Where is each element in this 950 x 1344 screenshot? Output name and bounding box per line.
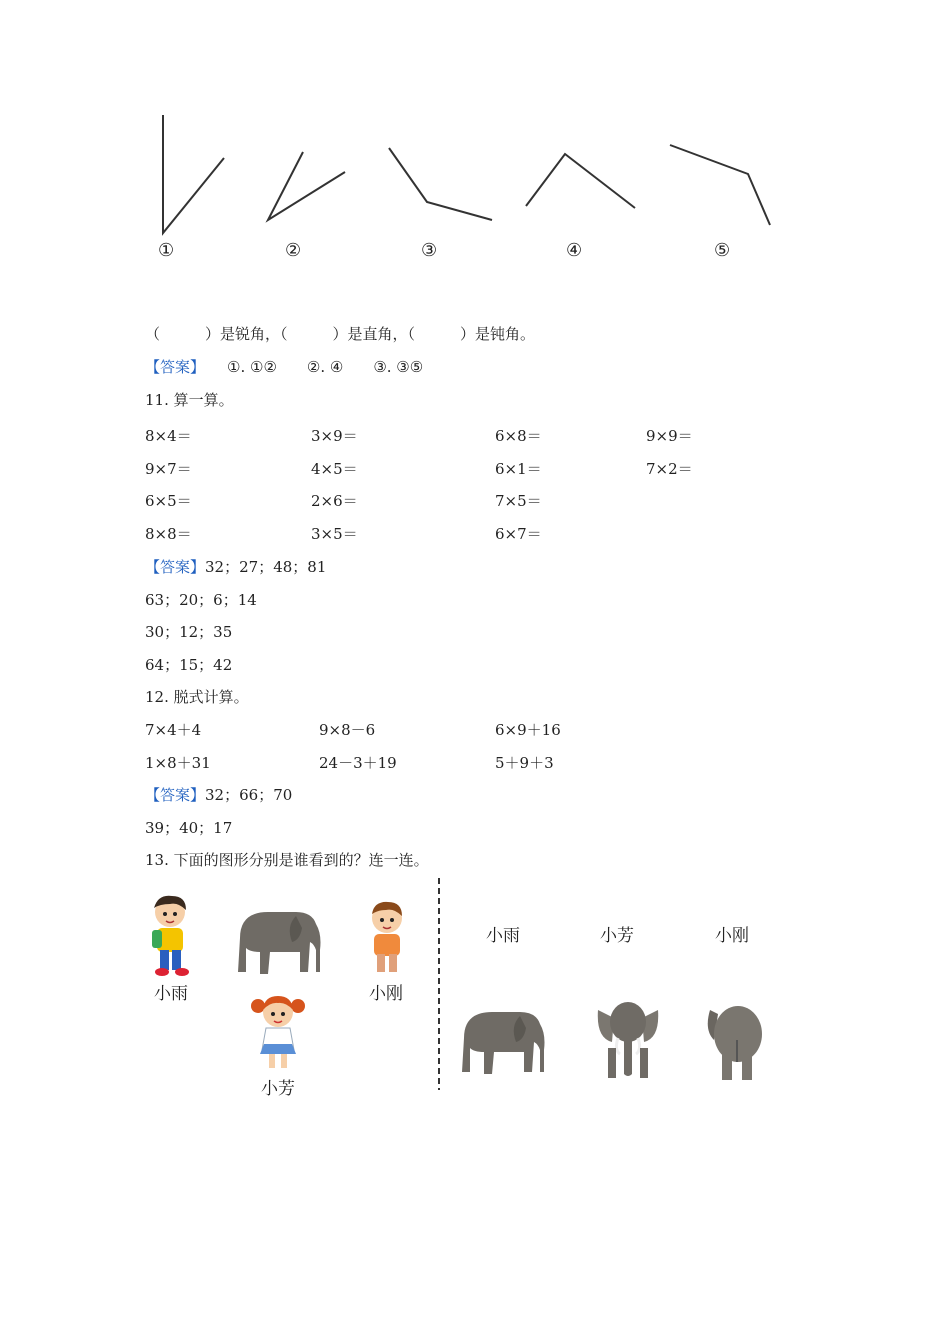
name-xiaoyu-left: 小雨 bbox=[154, 984, 188, 1004]
boy-xiaoyu-illustration bbox=[140, 892, 202, 978]
answer-tag: 【答案】 bbox=[145, 558, 206, 576]
q11-answer-line: 64；15；42 bbox=[145, 656, 233, 674]
dashed-divider bbox=[434, 878, 444, 1090]
q11-title: 11. 算一算。 bbox=[145, 391, 234, 409]
q11-cell: 7×5＝ bbox=[495, 492, 542, 510]
q12-answer-line: 39；40；17 bbox=[145, 819, 233, 837]
angle-label-2: ② bbox=[285, 240, 302, 261]
q11-answer bbox=[145, 556, 326, 577]
angle-label-1: ① bbox=[158, 240, 175, 261]
angle-label-3: ③ bbox=[421, 240, 438, 261]
angle-4 bbox=[526, 154, 635, 208]
q11-cell: 9×9＝ bbox=[646, 427, 693, 445]
elephant-side-view-icon bbox=[458, 1002, 550, 1078]
q11-cell: 6×8＝ bbox=[495, 427, 542, 445]
name-right-2: 小芳 bbox=[600, 926, 634, 946]
q11-cell: 6×1＝ bbox=[495, 460, 542, 478]
q13-title: 13. 下面的图形分别是谁看到的？连一连。 bbox=[145, 851, 429, 869]
q10-answer bbox=[145, 356, 423, 377]
q11-cell: 3×9＝ bbox=[311, 427, 358, 445]
answer-tag: 【答案】 bbox=[145, 786, 206, 804]
angle-label-5: ⑤ bbox=[714, 240, 731, 261]
girl-xiaofang-illustration bbox=[250, 992, 306, 1072]
q12-answer bbox=[145, 784, 292, 805]
q12-cell: 24－3＋19 bbox=[319, 754, 397, 772]
answer-tag: 【答案】 bbox=[145, 358, 206, 376]
q12-cell: 7×4＋4 bbox=[145, 721, 202, 739]
q11-answer-line: 32；27；48；81 bbox=[205, 558, 327, 576]
q11-cell: 8×8＝ bbox=[145, 525, 192, 543]
q12-answer-line: 32；66；70 bbox=[205, 786, 293, 804]
q12-cell: 6×9＋16 bbox=[495, 721, 561, 739]
q11-answer-line: 30；12；35 bbox=[145, 623, 233, 641]
q12-cell: 1×8＋31 bbox=[145, 754, 211, 772]
q12-cell: 9×8－6 bbox=[319, 721, 376, 739]
q10-answer-text: ①. ①② ②. ④ ③. ③⑤ bbox=[227, 358, 424, 376]
angle-label-4: ④ bbox=[566, 240, 583, 261]
elephant-front-view-icon bbox=[594, 998, 662, 1082]
q11-cell: 7×2＝ bbox=[646, 460, 693, 478]
angle-1 bbox=[163, 115, 224, 233]
name-xiaofang-left: 小芳 bbox=[261, 1079, 295, 1099]
q11-cell: 3×5＝ bbox=[311, 525, 358, 543]
name-right-3: 小刚 bbox=[715, 926, 749, 946]
elephant-back-view-icon bbox=[704, 1000, 768, 1084]
q11-cell: 6×7＝ bbox=[495, 525, 542, 543]
elephant-side-icon bbox=[234, 902, 326, 978]
boy-xiaogang-illustration bbox=[360, 898, 414, 978]
angle-5 bbox=[670, 145, 770, 225]
q10-prompt: （ ）是锐角，（ ）是直角，（ ）是钝角。 bbox=[145, 325, 536, 343]
q11-cell: 2×6＝ bbox=[311, 492, 358, 510]
angle-figures bbox=[0, 0, 950, 270]
q11-cell: 9×7＝ bbox=[145, 460, 192, 478]
q11-cell: 8×4＝ bbox=[145, 427, 192, 445]
q11-cell: 4×5＝ bbox=[311, 460, 358, 478]
angle-3 bbox=[389, 148, 492, 220]
name-xiaogang-left: 小刚 bbox=[369, 984, 403, 1004]
q11-answer-line: 63；20；6；14 bbox=[145, 591, 257, 609]
name-right-1: 小雨 bbox=[486, 926, 520, 946]
q12-cell: 5＋9＋3 bbox=[495, 754, 554, 772]
angle-2 bbox=[268, 152, 345, 220]
q11-cell: 6×5＝ bbox=[145, 492, 192, 510]
q12-title: 12. 脱式计算。 bbox=[145, 688, 249, 706]
